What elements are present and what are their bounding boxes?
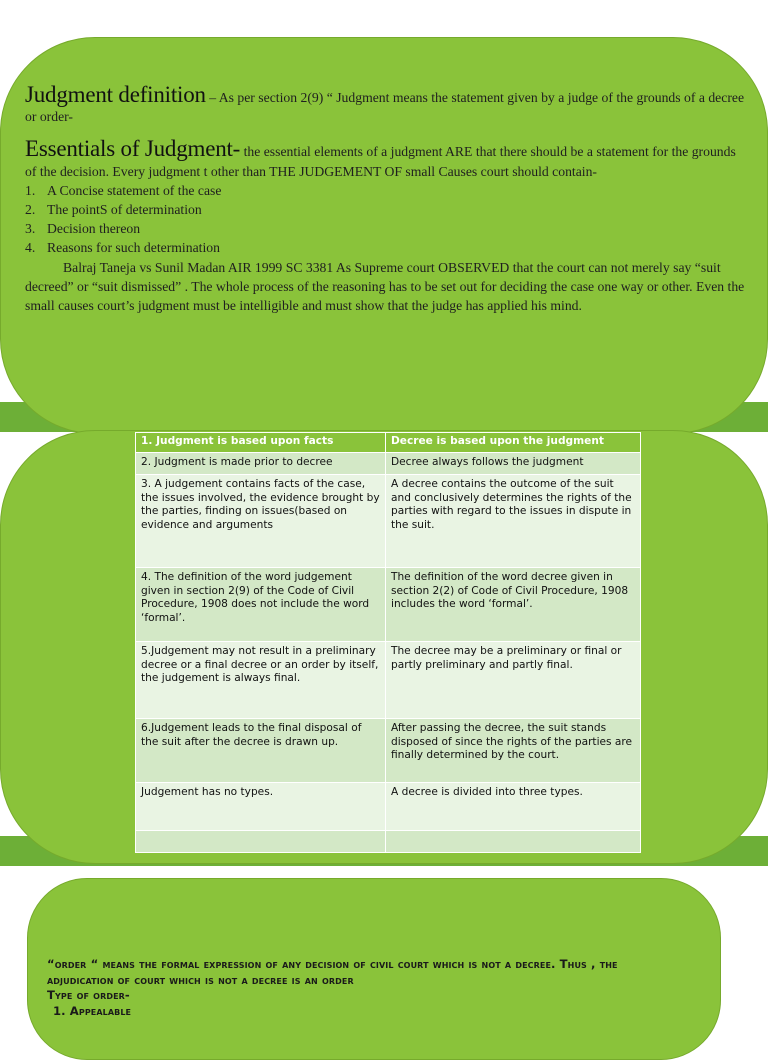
list-number: 4. (25, 240, 36, 256)
order-text-block (47, 957, 687, 1019)
essentials-heading: Essentials of Judgment- (25, 136, 241, 162)
list-text: A Concise statement of the case (47, 182, 222, 198)
list-item (25, 200, 745, 219)
table-cell-judgment: 5.Judgement may not result in a preliminary decree or a final decree or an order by itself, the judgement is always final. (136, 642, 386, 719)
definition-paragraph (25, 82, 745, 126)
table-cell-decree: The definition of the word decree given in section 2(2) of Code of Civil Procedure, 1908 includes the word ‘formal’. (386, 568, 641, 642)
list-number: 3. (25, 221, 36, 237)
order-types-heading: Type of order- (47, 988, 130, 1003)
definition-heading: Judgment definition (25, 82, 206, 107)
header-cell-decree: Decree is based upon the judgment (386, 433, 641, 453)
table-cell-judgment: 2. Judgment is made prior to decree (136, 453, 386, 475)
table-cell-decree: Decree always follows the judgment (386, 453, 641, 475)
case-paragraph: Balraj Taneja vs Sunil Madan AIR 1999 SC 3381 As Supreme court OBSERVED that the court can not merely say “suit decreed” or “suit dismissed” . The whole process of the reasoning has to be set out for deciding the case one way or other. Even the small causes court’s judgment must be intelligible and must show that the judge has applied his mind. (25, 259, 745, 314)
definition-text: – As per section 2(9) “ Judgment means the statement given by a judge of the grounds of a decree or order- (25, 90, 745, 125)
list-number: 2. (25, 202, 36, 218)
list-item (25, 219, 745, 238)
table-row (136, 783, 641, 831)
judgment-vs-decree-table (135, 432, 641, 853)
table-cell-decree (386, 831, 641, 853)
table-cell-judgment (136, 831, 386, 853)
table-cell-decree: After passing the decree, the suit stands disposed of since the rights of the parties are finally determined by the court. (386, 719, 641, 783)
list-number: 1. (25, 182, 36, 198)
table-row (136, 831, 641, 853)
list-text: Decision thereon (47, 221, 141, 237)
order-type-item: 1. Appealable (53, 1003, 132, 1018)
table-cell-judgment: 4. The definition of the word judgement given in section 2(9) of the Code of Civil Procedure, 1908 does not include the word ‘formal’. (136, 568, 386, 642)
table-header-row (136, 433, 641, 453)
essentials-paragraph (25, 136, 745, 180)
table-row (136, 453, 641, 475)
table-cell-judgment: 3. A judgement contains facts of the case, the issues involved, the evidence brought by the parties, finding on issues(based on evidence and arguments (136, 475, 386, 568)
list-text: Reasons for such determination (47, 240, 220, 256)
essentials-list (25, 181, 745, 258)
judgment-definition-text-block (25, 82, 745, 315)
list-text: The pointS of determination (47, 202, 202, 218)
table-row (136, 568, 641, 642)
table-row (136, 475, 641, 568)
table-cell-decree: A decree contains the outcome of the suit and conclusively determines the rights of the parties with regard to the issues in dispute in the suit. (386, 475, 641, 568)
table-cell-decree: A decree is divided into three types. (386, 783, 641, 831)
table-row (136, 719, 641, 783)
table-cell-judgment: 6.Judgement leads to the final disposal of the suit after the decree is drawn up. (136, 719, 386, 783)
order-definition: “order “ means the formal expression of any decision of civil court which is not a decree. Thus , the adjudication of court which is not a decree is an order (47, 957, 618, 987)
table-row (136, 642, 641, 719)
essentials-text: the essential elements of a judgment ARE that there should be a statement for the grounds of the decision. Every judgment t other than THE JUDGEMENT OF small Causes court should contain- (25, 144, 736, 179)
list-item (25, 238, 745, 257)
list-item (25, 181, 745, 200)
table-cell-decree: The decree may be a preliminary or final or partly preliminary and partly final. (386, 642, 641, 719)
header-cell-judgment: 1. Judgment is based upon facts (136, 433, 386, 453)
table-cell-judgment: Judgement has no types. (136, 783, 386, 831)
